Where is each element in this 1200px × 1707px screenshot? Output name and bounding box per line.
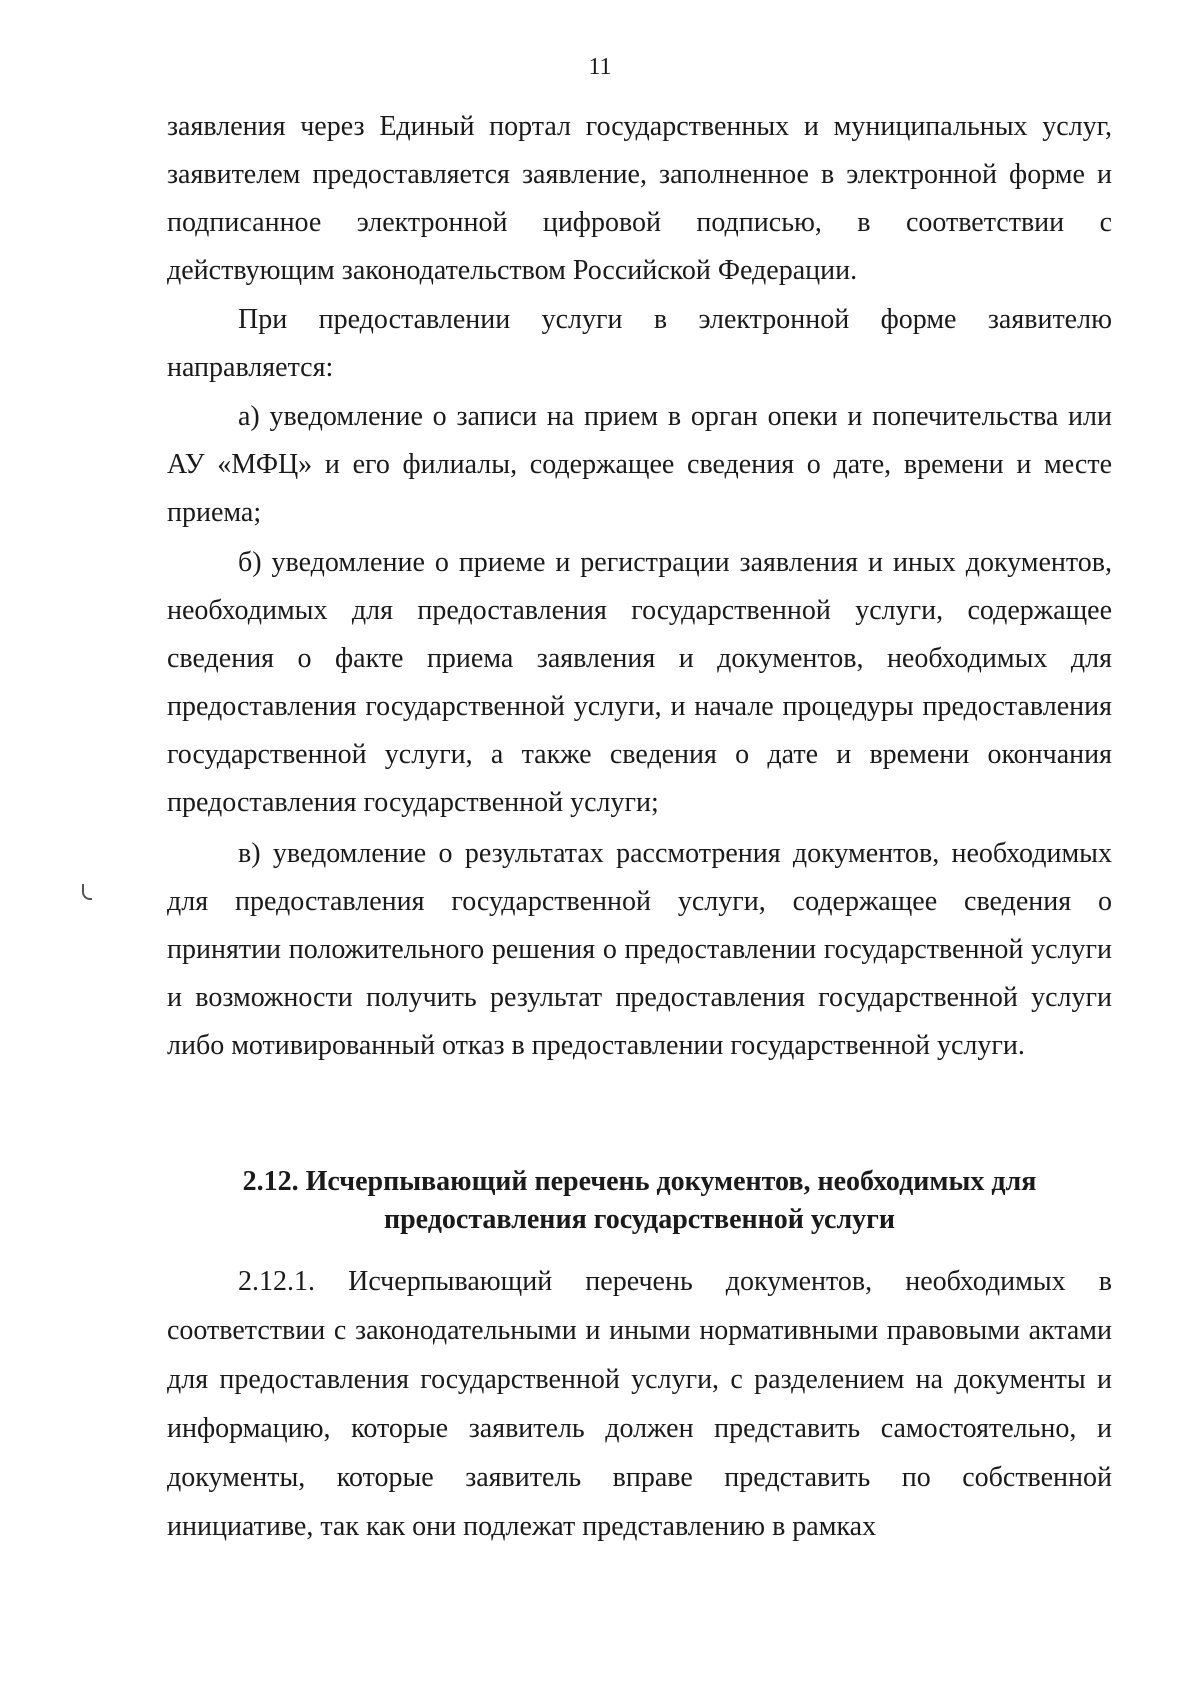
section-heading-line-1: 2.12. Исчерпывающий перечень документов, необходимых для: [242, 1166, 1037, 1197]
section-heading-line-2: предоставления государственной услуги: [383, 1204, 896, 1235]
paragraph-item-c: в) уведомление о результатах рассмотрения документов, необходимых для предоставления государственной услуги, содержащее сведения о принятии положительного решения о предоставлении государственной услуги и возможности получить результат предоставления государственной услуги либо мотивированный отказ в предоставлении государственной услуги.: [167, 838, 1112, 1061]
section-heading-2-12: [167, 1163, 1112, 1239]
page-number: 11: [588, 54, 612, 80]
paragraph-2-12-1: 2.12.1. Исчерпывающий перечень документов, необходимых в соответствии с законодательными и иными нормативными правовыми актами для предоставления государственной услуги, с разделением на документы и информацию, которые заявитель должен представить самостоятельно, и документы, которые заявитель вправе представить по собственной инициативе, так как они подлежат представлению в рамках: [167, 1266, 1112, 1542]
paragraph-electronic-notifications-intro: При предоставлении услуги в электронной форме заявителю направляется:: [167, 304, 1112, 383]
margin-pen-mark: [82, 884, 92, 900]
paragraph-electronic-application: заявления через Единый портал государственных и муниципальных услуг, заявителем предоставляется заявление, заполненное в электронной форме и подписанное электронной цифровой подписью, в соответствии с действующим законодательством Российской Федерации.: [167, 111, 1112, 286]
paragraph-item-b: б) уведомление о приеме и регистрации заявления и иных документов, необходимых для предоставления государственной услуги, содержащее сведения о факте приема заявления и документов, необходимых для предоставления государственной услуги, и начале процедуры предоставления государственной услуги, а также сведения о дате и времени окончания предоставления государственной услуги;: [167, 547, 1112, 818]
paragraph-item-a: а) уведомление о записи на прием в орган опеки и попечительства или АУ «МФЦ» и его филиалы, содержащее сведения о дате, времени и месте приема;: [167, 401, 1112, 528]
